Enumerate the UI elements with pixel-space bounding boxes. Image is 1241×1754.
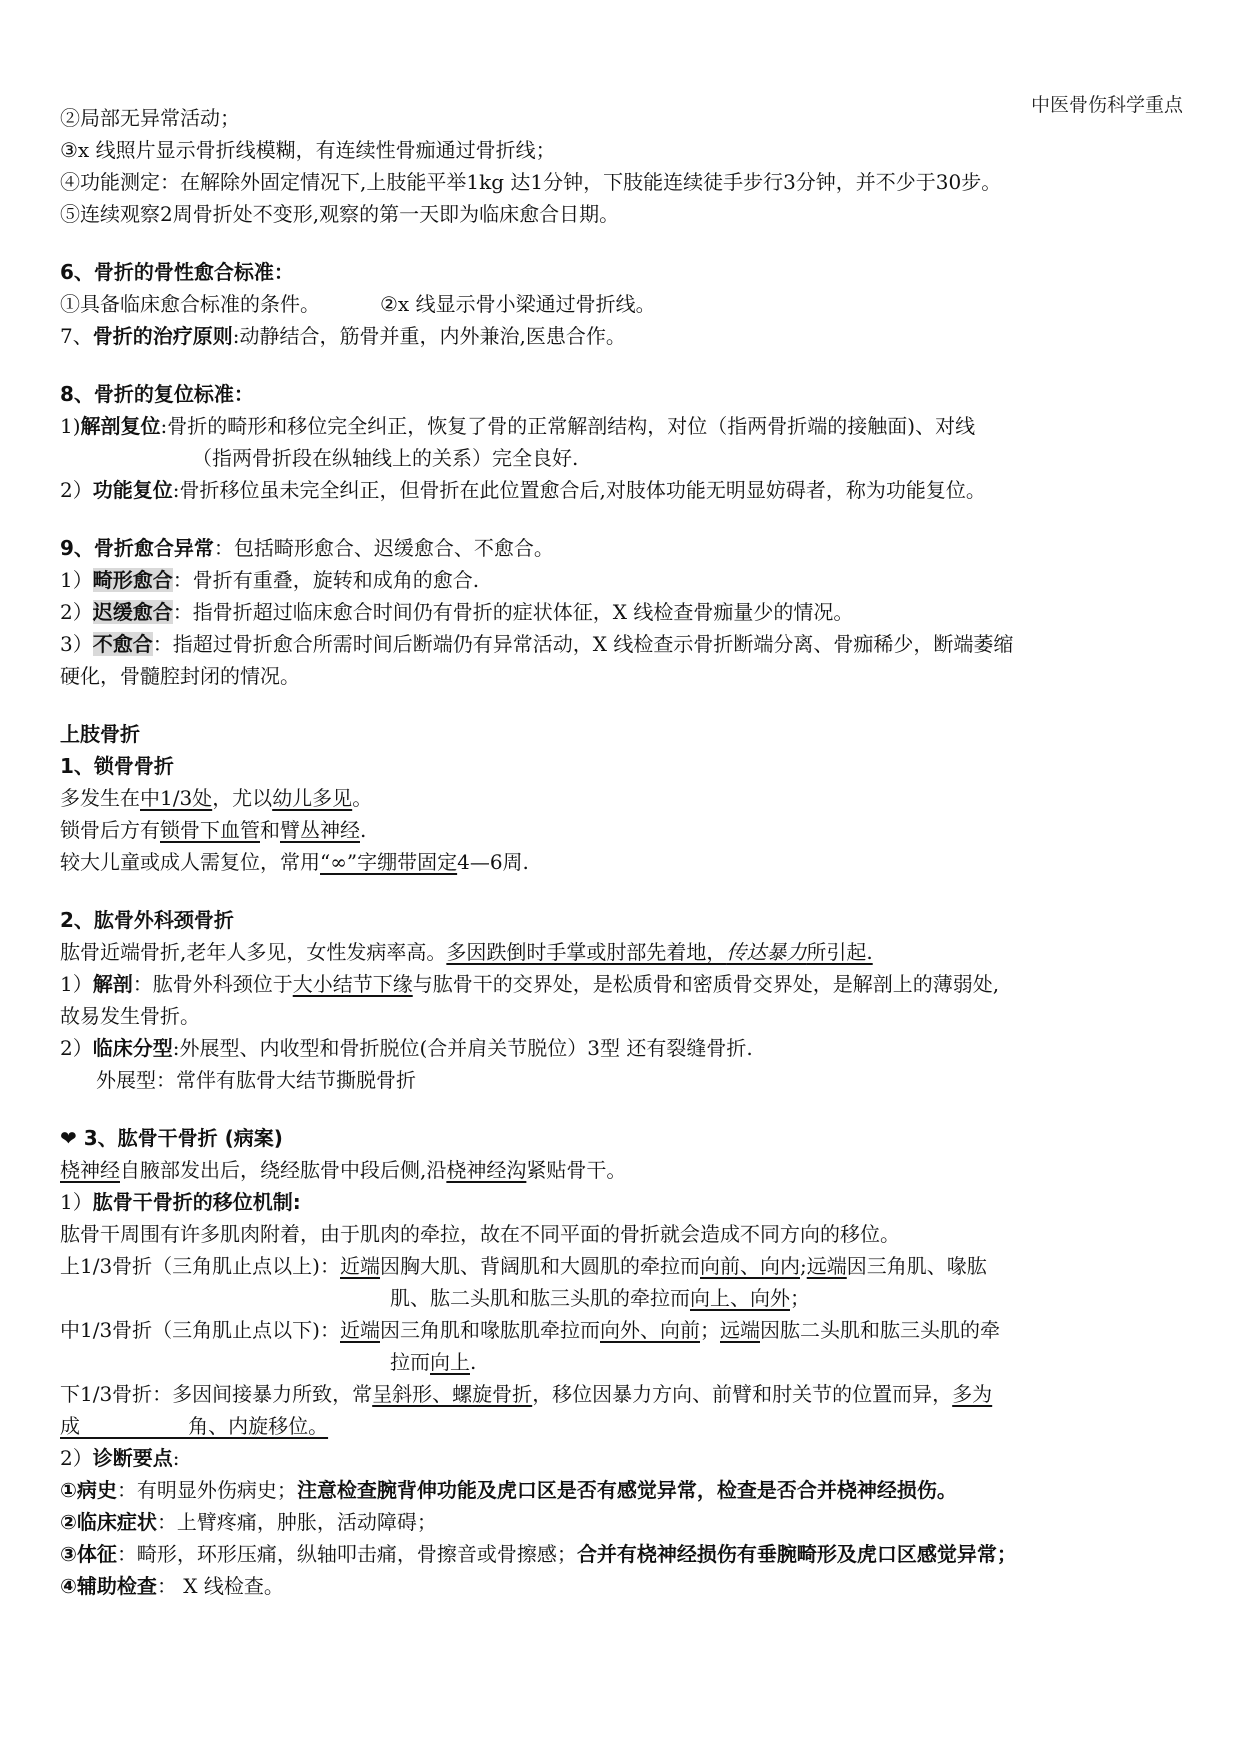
item-number: 1） — [60, 972, 93, 996]
text-segment: ：骨折有重叠，旋转和成角的愈合. — [172, 568, 480, 592]
text-line — [60, 784, 1191, 814]
term: ①病史 — [60, 1478, 117, 1502]
text-segment: ：有明显外伤病史； — [116, 1478, 297, 1502]
text-line: ③x 线照片显示骨折线模糊，有连续性骨痂通过骨折线； — [60, 138, 556, 162]
text-segment: 紧贴骨干。 — [526, 1158, 627, 1182]
text-segment: 4—6周. — [457, 850, 529, 874]
section-heading: 2、肱骨外科颈骨折 — [60, 908, 234, 932]
underlined-text: 多为 — [952, 1382, 993, 1406]
text-segment: ②x 线显示骨小梁通过骨折线。 — [380, 292, 656, 316]
text-segment: :骨折的畸形和移位完全纠正，恢复了骨的正常解剖结构，对位（指两骨折端的接触面)、对线 — [160, 414, 976, 438]
underlined-text: 大小结节下缘 — [292, 972, 413, 996]
underlined-italic-text: 传达暴力 — [726, 940, 807, 964]
text-line — [390, 1348, 1191, 1378]
text-segment: ； — [700, 1318, 720, 1342]
highlighted-term: 畸形愈合 — [92, 568, 173, 592]
underlined-text: 近端 — [340, 1254, 380, 1278]
text-segment: 上1/3骨折（三角肌止点以上)： — [60, 1254, 340, 1278]
text-segment: 肌、肱二头肌和肱三头肌的牵拉而 — [390, 1286, 690, 1310]
term: 功能复位 — [92, 478, 173, 502]
item-number: 3） — [60, 632, 93, 656]
text-line — [60, 1412, 1191, 1442]
text-segment: . — [360, 818, 367, 842]
text-line: 肱骨干周围有许多肌肉附着，由于肌肉的牵拉，故在不同平面的骨折就会造成不同方向的移位。 — [60, 1222, 900, 1246]
text-segment: 和 — [260, 818, 280, 842]
text-line — [60, 816, 1191, 846]
text-line — [60, 1540, 1191, 1570]
text-segment: 多发生在 — [60, 786, 140, 810]
text-segment: 较大儿童或成人需复位，常用 — [60, 850, 320, 874]
underlined-text: 多因跌倒时手掌或肘部先着地， — [446, 940, 727, 964]
term: ③体征 — [60, 1542, 117, 1566]
text-line — [60, 1444, 1191, 1474]
underlined-text: 所引起. — [806, 940, 873, 964]
text-line — [60, 1252, 1191, 1282]
text-line — [60, 1034, 1191, 1064]
term: ④辅助检查 — [60, 1574, 157, 1598]
text-segment: ：指超过骨折愈合所需时间后断端仍有异常活动，X 线检查示骨折断端分离、骨痂稀少，断端萎缩 — [152, 632, 1014, 656]
text-segment: 中1/3骨折（三角肌止点以下)： — [60, 1318, 340, 1342]
text-segment: : — [172, 1446, 180, 1470]
text-line — [60, 1572, 1191, 1602]
bold-text: 合并有桡神经损伤有垂腕畸形及虎口区感觉异常； — [576, 1542, 1017, 1566]
text-line: ⑤连续观察2周骨折处不变形,观察的第一天即为临床愈合日期。 — [60, 202, 620, 226]
section-number: 7、 — [60, 324, 93, 348]
text-segment: 自腋部发出后，绕经肱骨中段后侧,沿 — [120, 1158, 447, 1182]
underlined-text: 向前、向内 — [700, 1254, 800, 1278]
text-segment: 拉而 — [390, 1350, 430, 1374]
text-line — [60, 322, 1191, 352]
text-segment: ，尤以 — [212, 786, 273, 810]
section-heading: 8、骨折的复位标准： — [60, 382, 254, 406]
text-line — [60, 1188, 1191, 1218]
text-line — [60, 1316, 1191, 1346]
underlined-text: 向上、向外 — [690, 1286, 790, 1310]
text-segment: ； — [790, 1286, 810, 1310]
section-heading: 1、锁骨骨折 — [60, 754, 174, 778]
section-heading — [60, 1124, 1191, 1154]
section-heading: 9、骨折愈合异常 — [60, 536, 214, 560]
section-heading: 上肢骨折 — [60, 722, 140, 746]
text-segment: ：指骨折超过临床愈合时间仍有骨折的症状体征，X 线检查骨痂量少的情况。 — [172, 600, 854, 624]
text-line — [60, 848, 1191, 878]
text-line: ②局部无异常活动； — [60, 106, 240, 130]
underlined-text: 向上 — [430, 1350, 470, 1374]
text-segment: :外展型、内收型和骨折脱位(合并肩关节脱位）3型 还有裂缝骨折. — [172, 1036, 753, 1060]
text-line — [60, 476, 1191, 506]
underlined-text: 桡神经 — [60, 1158, 120, 1182]
text-line: （指两骨折段在纵轴线上的关系）完全良好. — [192, 446, 579, 470]
term: ②临床症状 — [60, 1510, 157, 1534]
item-number: 2） — [60, 1446, 93, 1470]
text-line — [60, 412, 1191, 442]
text-line — [60, 630, 1191, 660]
term: 肱骨干骨折的移位机制: — [92, 1190, 301, 1214]
text-line: 硬化，骨髓腔封闭的情况。 — [60, 664, 300, 688]
text-segment: ： X 线检查。 — [156, 1574, 284, 1598]
text-line — [60, 1380, 1191, 1410]
text-segment: 下1/3骨折：多因间接暴力所致，常 — [60, 1382, 373, 1406]
text-line: 外展型：常伴有肱骨大结节撕脱骨折 — [96, 1068, 416, 1092]
item-number: 1) — [60, 414, 81, 438]
text-segment: 因胸大肌、背阔肌和大圆肌的牵拉而 — [380, 1254, 700, 1278]
underlined-text: 锁骨下血管 — [160, 818, 260, 842]
item-number: 2） — [60, 478, 93, 502]
underlined-text: 臂丛神经 — [280, 818, 360, 842]
underlined-text: 幼儿多见 — [272, 786, 353, 810]
item-number: 1） — [60, 568, 93, 592]
highlighted-term: 迟缓愈合 — [92, 600, 173, 624]
underlined-text: 中1/3处 — [140, 786, 213, 810]
section-heading: 骨折的治疗原则 — [92, 324, 233, 348]
text-line: ④功能测定：在解除外固定情况下,上肢能平举1kg 达1分钟，下肢能连续徒手步行3分钟，并不少于30步。 — [60, 170, 1002, 194]
term: 解剖复位 — [80, 414, 161, 438]
text-segment: 因肱二头肌和肱三头肌的牵 — [760, 1318, 1000, 1342]
item-number: 2） — [60, 600, 93, 624]
section-title: 3、肱骨干骨折 (病案) — [76, 1126, 283, 1150]
text-segment: :动静结合，筋骨并重，内外兼治,医患合作。 — [232, 324, 626, 348]
underlined-text: 近端 — [340, 1318, 380, 1342]
text-line — [60, 1476, 1191, 1506]
text-segment: 锁骨后方有 — [60, 818, 160, 842]
page-header: 中医骨伤科学重点 — [1030, 94, 1183, 116]
text-line — [60, 970, 1191, 1000]
underlined-text: “∞”字绷带固定 — [320, 850, 458, 874]
text-segment: ; — [800, 1254, 807, 1278]
text-segment: 因三角肌、喙肱 — [846, 1254, 987, 1278]
text-line — [390, 1284, 1191, 1314]
term: 临床分型 — [92, 1036, 173, 1060]
text-line — [60, 1508, 1191, 1538]
text-segment: ①具备临床愈合标准的条件。 — [60, 292, 320, 316]
underlined-text: 呈斜形、螺旋骨折 — [372, 1382, 533, 1406]
underlined-text: 向外、向前 — [600, 1318, 700, 1342]
text-segment: ：上臂疼痛，肿胀，活动障碍； — [156, 1510, 437, 1534]
highlighted-term: 不愈合 — [92, 632, 153, 656]
text-segment: 与肱骨干的交界处，是松质骨和密质骨交界处，是解剖上的薄弱处, — [412, 972, 1000, 996]
heart-icon: ❤ — [60, 1126, 77, 1150]
text-segment: 因三角肌和喙肱肌牵拉而 — [380, 1318, 600, 1342]
underlined-text: 远端 — [720, 1318, 760, 1342]
text-line — [60, 1156, 1191, 1186]
underlined-text: 桡神经沟 — [446, 1158, 527, 1182]
text-segment: . — [470, 1350, 477, 1374]
text-segment: ：包括畸形愈合、迟缓愈合、不愈合。 — [213, 536, 554, 560]
term: 解剖 — [92, 972, 133, 996]
item-number: 2） — [60, 1036, 93, 1060]
section-heading: 6、骨折的骨性愈合标准： — [60, 260, 294, 284]
text-segment: ：畸形，环形压痛，纵轴叩击痛，骨擦音或骨擦感； — [116, 1542, 577, 1566]
item-number: 1） — [60, 1190, 93, 1214]
bold-text: 注意检查腕背伸功能及虎口区是否有感觉异常，检查是否合并桡神经损伤。 — [296, 1478, 957, 1502]
underlined-text: 远端 — [806, 1254, 847, 1278]
text-segment: 肱骨近端骨折,老年人多见，女性发病率高。 — [60, 940, 447, 964]
underlined-text: 成 角、内旋移位。 — [60, 1414, 329, 1438]
text-line — [60, 938, 1191, 968]
text-line — [60, 598, 1191, 628]
text-line — [60, 290, 1191, 320]
text-segment: 。 — [352, 786, 373, 810]
text-line — [60, 534, 1191, 564]
text-segment: ，移位因暴力方向、前臂和肘关节的位置而异， — [532, 1382, 953, 1406]
term: 诊断要点 — [92, 1446, 173, 1470]
text-segment: ：肱骨外科颈位于 — [132, 972, 293, 996]
text-line: 故易发生骨折。 — [60, 1004, 200, 1028]
text-segment: :骨折移位虽未完全纠正，但骨折在此位置愈合后,对肢体功能无明显妨碍者，称为功能复位。 — [172, 478, 986, 502]
text-line — [60, 566, 1191, 596]
